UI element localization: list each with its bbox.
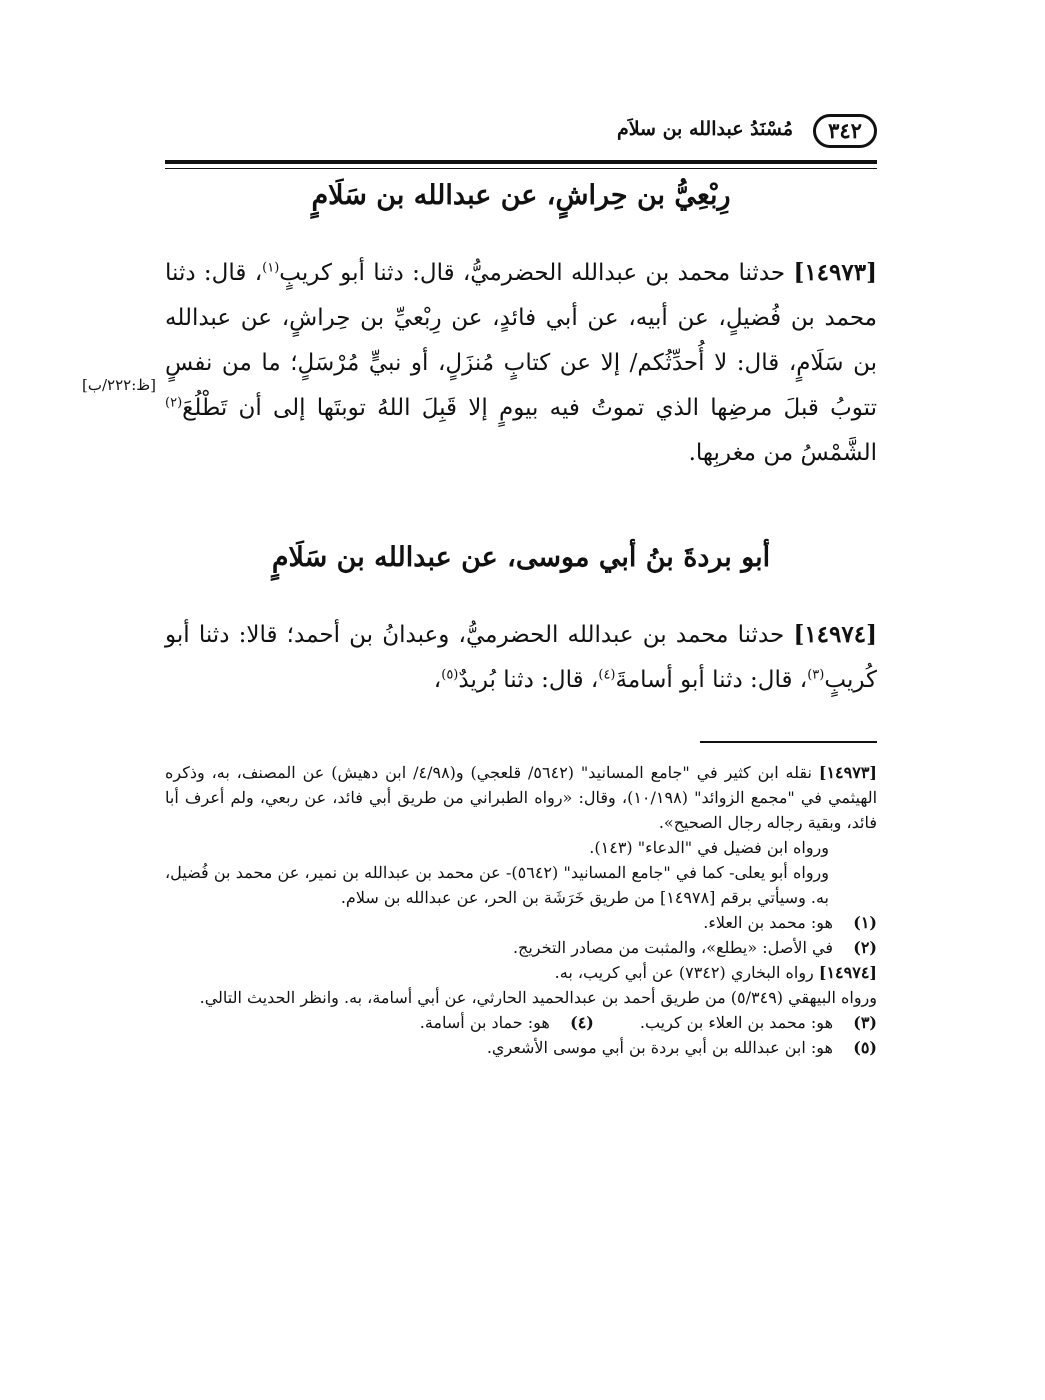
- footnote-text: هو: ابن عبدالله بن أبي بردة بن أبي موسى الأشعري.: [486, 1038, 833, 1057]
- footnote-5: [165, 1035, 877, 1060]
- footnote-separator: [700, 741, 877, 743]
- header-rule-thick: [165, 160, 877, 164]
- footnote-number: (٥): [853, 1038, 877, 1057]
- hadith-number: [١٤٩٧٣]: [793, 259, 877, 286]
- hadith-text-part: الشَّمْسُ من مغربِها.: [688, 440, 877, 466]
- footnote-4: [420, 1010, 594, 1035]
- footnote-text: في الأصل: «يطلع»، والمثبت من مصادر التخريج.: [512, 938, 833, 957]
- hadith-number: [١٤٩٧٤]: [793, 621, 877, 648]
- footnote-1: [165, 910, 877, 935]
- footnote-ref: [١٤٩٧٣]: [818, 763, 877, 782]
- footnote-mark[interactable]: (١): [262, 260, 280, 276]
- footnote-mark[interactable]: (٢): [165, 395, 183, 411]
- footnote-3: [640, 1010, 877, 1035]
- hadith-text-part: ، قال: دثنا محمد بن فُضيلٍ، عن أبيه، عن أبي فائدٍ، عن رِبْعيِّ بن حِراشٍ، عن عبدالله بن سَلَامٍ، قال: لا أُحدِّثُكم/ إلا عن كتابٍ مُنزَلٍ، أو نبيٍّ مُرْسَلٍ؛ ما من نفسٍ تتوبُ قبلَ مرضِها الذي تموتُ فيه بيومٍ إلا قَبِلَ اللهُ توبتَها إلى أن تَطْلُعَ: [165, 260, 877, 421]
- footnote-number: (٣): [853, 1013, 877, 1032]
- footnote-text: ورواه ابن فضيل في "الدعاء" (١٤٣).: [589, 838, 829, 857]
- hadith-text-part: حدثنا محمد بن عبدالله الحضرميُّ، قال: دثنا أبو كريبٍ: [279, 260, 794, 286]
- hadith-text-part: حدثنا محمد بن عبدالله الحضرميُّ، وعبدانُ بن أحمد؛ قالا: دثنا أبو كُريبٍ: [165, 622, 877, 693]
- footnote-text: هو: حماد بن أسامة.: [419, 1013, 550, 1032]
- footnote-text: هو: محمد بن العلاء بن كريب.: [639, 1013, 833, 1032]
- footnote-number: (٢): [853, 938, 877, 957]
- section-heading-2: أبو بردةَ بنُ أبي موسى، عن عبدالله بن سَلَامٍ: [271, 542, 771, 573]
- hadith-text-2: [165, 612, 877, 703]
- page-number: ٣٤٢: [813, 114, 877, 148]
- hadith-text-part: ، قال: دثنا بُريدٌ: [458, 667, 599, 693]
- hadith-text-part: ،: [433, 667, 442, 693]
- footnote-text: نقله ابن كثير في "جامع المسانيد" (٥٦٤٢/ قلعجي) و(٤/٩٨/ ابن دهيش) عن المصنف، به، وذكره الهيثمي في "مجمع الزوائد" (١٠/١٩٨)، وقال: «رواه الطبراني من طريق أبي فائد، عن ربعي، ولم أعرف أبا فائد، وبقية رجاله رجال الصحيح».: [165, 763, 878, 832]
- footnote-mark[interactable]: (٥): [441, 667, 459, 683]
- footnote-number: (٤): [570, 1013, 594, 1032]
- footnote-text: ورواه أبو يعلى- كما في "جامع المسانيد" (٥٦٤٢)- عن محمد بن عبدالله بن نمير، عن محمد بن فُضيل، به. وسيأتي برقم [١٤٩٧٨] من طريق خَرَشَة بن الحر، عن عبدالله بن سلام.: [165, 863, 830, 907]
- footnote-mark[interactable]: (٣): [807, 667, 825, 683]
- footnote-2: [165, 935, 877, 960]
- header-rule-thin: [165, 168, 877, 169]
- running-title: مُسْنَدُ عبدالله بن سلاَم: [616, 118, 793, 140]
- footnote-takhrij-1: [165, 760, 877, 835]
- footnote-text: رواه البخاري (٧٣٤٢) عن أبي كريب، به.: [554, 963, 819, 982]
- footnote-text: ورواه البيهقي (٥/٣٤٩) من طريق أحمد بن عبدالحميد الحارثي، عن أبي أسامة، به. وانظر الحديث التالي.: [199, 988, 877, 1007]
- hadith-text-1: [165, 250, 877, 476]
- section-heading-1: رِبْعِيُّ بن حِراشٍ، عن عبدالله بن سَلَامٍ: [311, 180, 731, 211]
- footnote-pair: [165, 1010, 877, 1035]
- hadith-text-part: ، قال: دثنا أبو أسامةَ: [615, 667, 808, 693]
- footnote-mark[interactable]: (٤): [598, 667, 616, 683]
- footnote-takhrij-2: [165, 960, 877, 985]
- footnote-ref: [١٤٩٧٤]: [818, 963, 877, 982]
- manuscript-folio-note: [ظ:٢٢٢/ب]: [82, 376, 156, 394]
- footnote-number: (١): [853, 913, 877, 932]
- footnotes: [165, 760, 877, 1060]
- running-header: [165, 108, 877, 156]
- footnote-text: هو: محمد بن العلاء.: [703, 913, 833, 932]
